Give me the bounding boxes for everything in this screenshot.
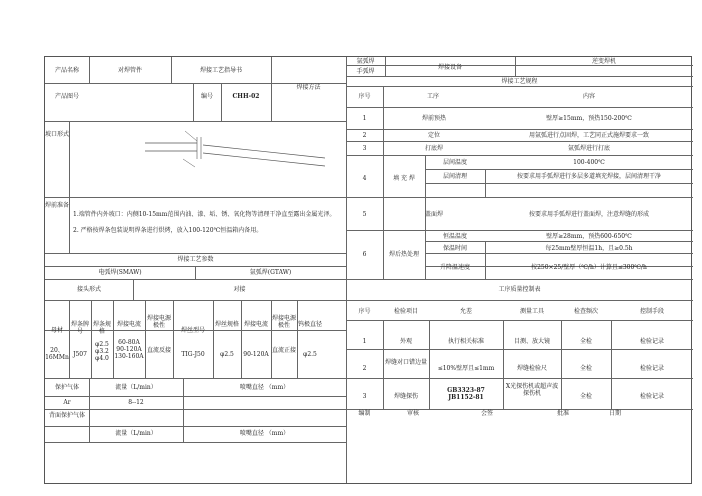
qc-row-1-frequency: 全检 [579,338,592,345]
qc-row-3-control: 检验记录 [639,393,664,400]
joint-form-label: 接头形式 [76,286,101,293]
row-1-proc: 焊前预热 [421,115,446,122]
groove-drawing [135,123,335,193]
divider [45,442,346,443]
current2-value: 90-120A [243,351,269,358]
qc-col-control: 控制手段 [639,308,664,315]
qc-row-2-tool: 焊缝检验尺 [516,365,547,372]
qc-row-3-tool: X光探伤机或超声波探伤机 [505,383,559,397]
row-6-sub1: 恒温温度 [442,233,467,240]
col-rod-grade: 焊条牌号 [70,321,89,335]
row-2-seq: 2 [362,132,367,139]
row-4-content2: 按要求用手弧焊进行多层多道填充焊接，层间清理干净 [516,173,661,180]
serial-value: CHH-02 [232,93,260,100]
row-6-content2: 每25mm壁厚恒温1h，且≥0.5h [545,245,633,252]
prep-label: 焊前准备 [45,202,70,209]
row-2-proc: 定位 [427,132,440,139]
col-wire-spec: 焊丝规格 [214,321,239,328]
sign-countersigned: 会签 [480,410,493,417]
col-proc: 工序 [426,93,439,100]
qc-row-1-tool: 目测、放大镜 [513,338,550,345]
divider [45,396,346,397]
qc-title: 工序质量控制表 [498,286,541,293]
divider [45,409,346,410]
wire-spec-value: φ2.5 [220,351,234,358]
polarity-value: 直流反接 [146,347,171,354]
row-4-proc: 填 充 焊 [393,175,415,182]
row-4-seq: 4 [362,175,367,182]
col-content: 内容 [582,93,595,100]
qc-row-2-item: 焊缝对口错边量 [384,359,427,366]
row-4-sub1: 层间温度 [442,159,467,166]
col-polarity: 焊接电源极性 [146,315,171,329]
divider [45,426,346,427]
qc-row-2-seq: 2 [362,365,367,372]
row-5-content: 按要求用手弧焊进行盖面焊，注意焊缝的形成 [528,211,649,218]
row-4-content1: 100-400℃ [573,159,605,166]
qc-col-item: 检验项目 [393,308,418,315]
shield-gas-label: 保护气体 [54,384,79,391]
qc-row-1-tolerance: 执行相关标准 [447,338,484,345]
row-6-content1: 壁厚≥28mm，预热600-650℃ [546,233,632,240]
current-value: 60-80A 90-120A 130-160A [114,339,144,360]
flow2-label: 流量（L/min） [115,430,157,437]
qc-row-1-control: 检验记录 [639,338,664,345]
row-5-proc: 盖面焊 [424,211,443,218]
row-6-sub2: 保温时间 [442,245,467,252]
divider [45,279,346,280]
qc-col-frequency: 检查频次 [573,308,598,315]
col-seq: 序号 [358,93,371,100]
smaw-label: 电弧焊(SMAW) [98,269,142,276]
row-6-sub3: 升降温速度 [439,264,470,271]
serial-label: 编号 [200,93,213,100]
row-2-content: 用氩弧进行点固焊，工艺同正式施焊要求一致 [528,132,649,139]
gtaw-label: 氩弧焊(GTAW) [249,269,292,276]
prep-text-1: 1.端管件内外坡口：内侧10-15mm范围内油、漆、垢、锈、氧化物等清理干净直至露出金属光泽。 [73,211,336,218]
product-name-label: 产品名称 [54,67,79,74]
qc-col-tool: 测量工具 [519,308,544,315]
nozzle-label: 喷嘴直径 （mm） [239,384,290,391]
back-gas-label: 背面保护气体 [48,412,85,419]
qc-row-1-item: 外观 [399,338,412,345]
procedure-sheet-title: 焊接工艺指导书 [199,67,242,74]
col-tungsten: 钨极直径 [297,321,322,328]
qc-col-seq: 序号 [358,308,371,315]
row-6-content3: 按250×25/壁厚（℃/h）计算且≤300℃/h [531,264,647,271]
col-wire-grade: 焊丝型号 [180,327,205,334]
wire-grade-value: TIG-J50 [181,351,205,358]
procedure-sheet [44,56,692,484]
prep-text-2: 2. 严格按焊条包装说明焊条进行烘烤，放入100-120℃恒温箱内备用。 [73,227,263,234]
col-current: 焊接电流 [116,321,141,328]
tungsten-value: φ2.5 [303,351,317,358]
groove-label: 坡口形式 [45,131,70,138]
argon-label: 氩弧焊 [356,58,375,65]
nozzle2-label: 喷嘴直径 （mm） [239,430,290,437]
sign-date: 日期 [608,410,621,417]
row-1-seq: 1 [362,115,367,122]
manual-label: 手弧焊 [356,68,375,75]
qc-row-3-tolerance: GB3323-87 JB1152-81 [447,387,485,401]
qc-row-2-tolerance: ≤10%壁厚且≤1mm [437,365,495,372]
qc-row-3-frequency: 全检 [579,393,592,400]
divider [45,197,346,198]
qc-row-1-seq: 1 [362,338,367,345]
col-current2: 焊接电流 [243,321,268,328]
qc-col-tolerance: 允差 [459,308,472,315]
row-3-seq: 3 [362,145,367,152]
qc-row-2-frequency: 全检 [579,365,592,372]
qc-row-2-control: 检验记录 [639,365,664,372]
ar-flow-value: 8--12 [128,399,144,406]
row-6-proc: 焊后热处理 [388,251,419,258]
row-1-content: 壁厚≥15mm，预热150-200℃ [546,115,632,122]
sign-prepared: 编制 [358,410,371,417]
divider [45,253,346,254]
equipment-label: 焊接设备 [437,64,462,71]
row-4-sub2: 层间清理 [442,173,467,180]
argon-equipment-value: 逆变焊机 [591,58,616,65]
qc-row-3-item: 焊缝探伤 [393,393,418,400]
col-polarity2: 焊接电源极性 [271,315,296,329]
divider [45,121,346,122]
polarity2-value: 直流正接 [271,347,296,354]
params-title: 焊接工艺参数 [177,256,214,263]
base-value: 20、16MMn [45,347,69,361]
rod-spec-value: φ2.5 φ3.2 φ4.0 [95,341,109,362]
sign-approved: 批准 [556,410,569,417]
row-3-content: 氩弧焊进行打底 [567,145,610,152]
product-name-value: 对焊管件 [117,67,142,74]
row-6-seq: 6 [362,251,367,258]
product-no-label: 产品图号 [54,93,79,100]
qc-row-3-seq: 3 [362,393,367,400]
welding-method-label: 焊接方法 [296,84,321,91]
row-5-seq: 5 [362,211,367,218]
col-base: 母材 [50,327,63,334]
col-rod-spec: 焊条规格 [92,321,111,335]
flow-label: 流量（L/min） [115,384,157,391]
rod-grade-value: J507 [73,351,87,358]
ar-label: Ar [63,399,71,406]
butt-label: 对接 [233,286,246,293]
sign-reviewed: 审核 [406,410,419,417]
spec-title: 焊接工艺规程 [501,78,538,85]
row-3-proc: 打底焊 [424,145,443,152]
